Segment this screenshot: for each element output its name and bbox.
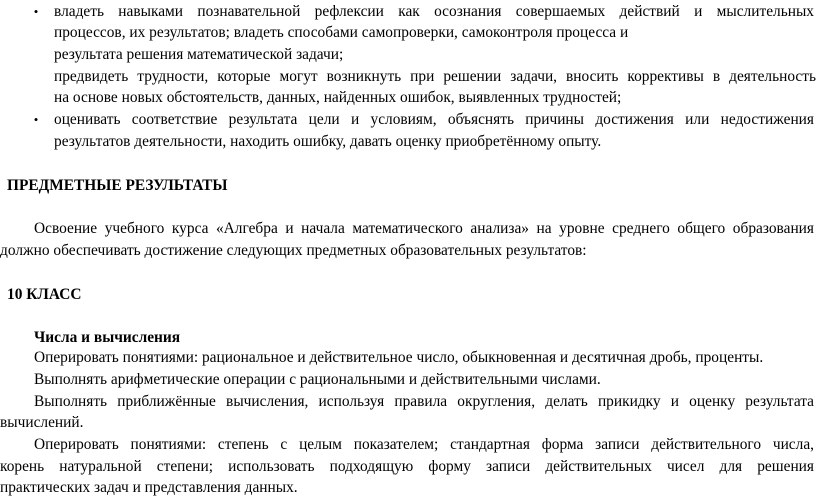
paragraph-2: Выполнять арифметические операции с рациональными и действительными числами. (34, 371, 601, 388)
bullet-marker: • (33, 112, 39, 127)
bullet-2-line-2: результатов деятельности, находить ошибку, давать оценку приобретённому опыту. (54, 133, 602, 150)
paragraph-3-line-2: вычислений. (0, 414, 84, 431)
grade-heading: 10 КЛАСС (7, 286, 82, 303)
paragraph-4-line-1: Оперировать понятиями: степень с целым показателем; стандартная форма записи действительного числа, (34, 436, 814, 453)
paragraph-3-line-1: Выполнять приближённые вычисления, используя правила округления, делать прикидку и оценку результата (34, 393, 814, 410)
bullet-1-line-2: процессов, их результатов; владеть способами самопроверки, самоконтроля процесса и (54, 24, 629, 41)
intro-line-1: Освоение учебного курса «Алгебра и начала математического анализа» на уровне среднего общего образования (34, 220, 814, 237)
paragraph-1: Оперировать понятиями: рациональное и действительное число, обыкновенная и десятичная дробь, проценты. (34, 349, 764, 366)
paragraph-4-line-3: практических задач и представления данных. (0, 479, 298, 496)
topic-heading: Числа и вычисления (34, 329, 181, 346)
bullet-1-line-3: результата решения математической задачи; (54, 46, 344, 63)
intro-line-2: должно обеспечивать достижение следующих предметных образовательных результатов: (0, 242, 587, 259)
bullet-marker: • (33, 4, 39, 19)
bullet-2-line-1: оценивать соответствие результата цели и условиям, объяснять причины достижения или недостижения (54, 111, 814, 128)
bullet-1-line-1: владеть навыками познавательной рефлексии как осознания совершаемых действий и мыслительных (54, 3, 814, 20)
bullet-1-line-4: предвидеть трудности, которые могут возникнуть при решении задачи, вносить коррективы в деятельность (54, 68, 816, 85)
section-heading: ПРЕДМЕТНЫЕ РЕЗУЛЬТАТЫ (7, 177, 228, 194)
paragraph-4-line-2: корень натуральной степени; использовать подходящую форму записи действительных чисел для решения (0, 458, 814, 475)
bullet-1-line-5: на основе новых обстоятельств, данных, найденных ошибок, выявленных трудностей; (54, 89, 622, 106)
